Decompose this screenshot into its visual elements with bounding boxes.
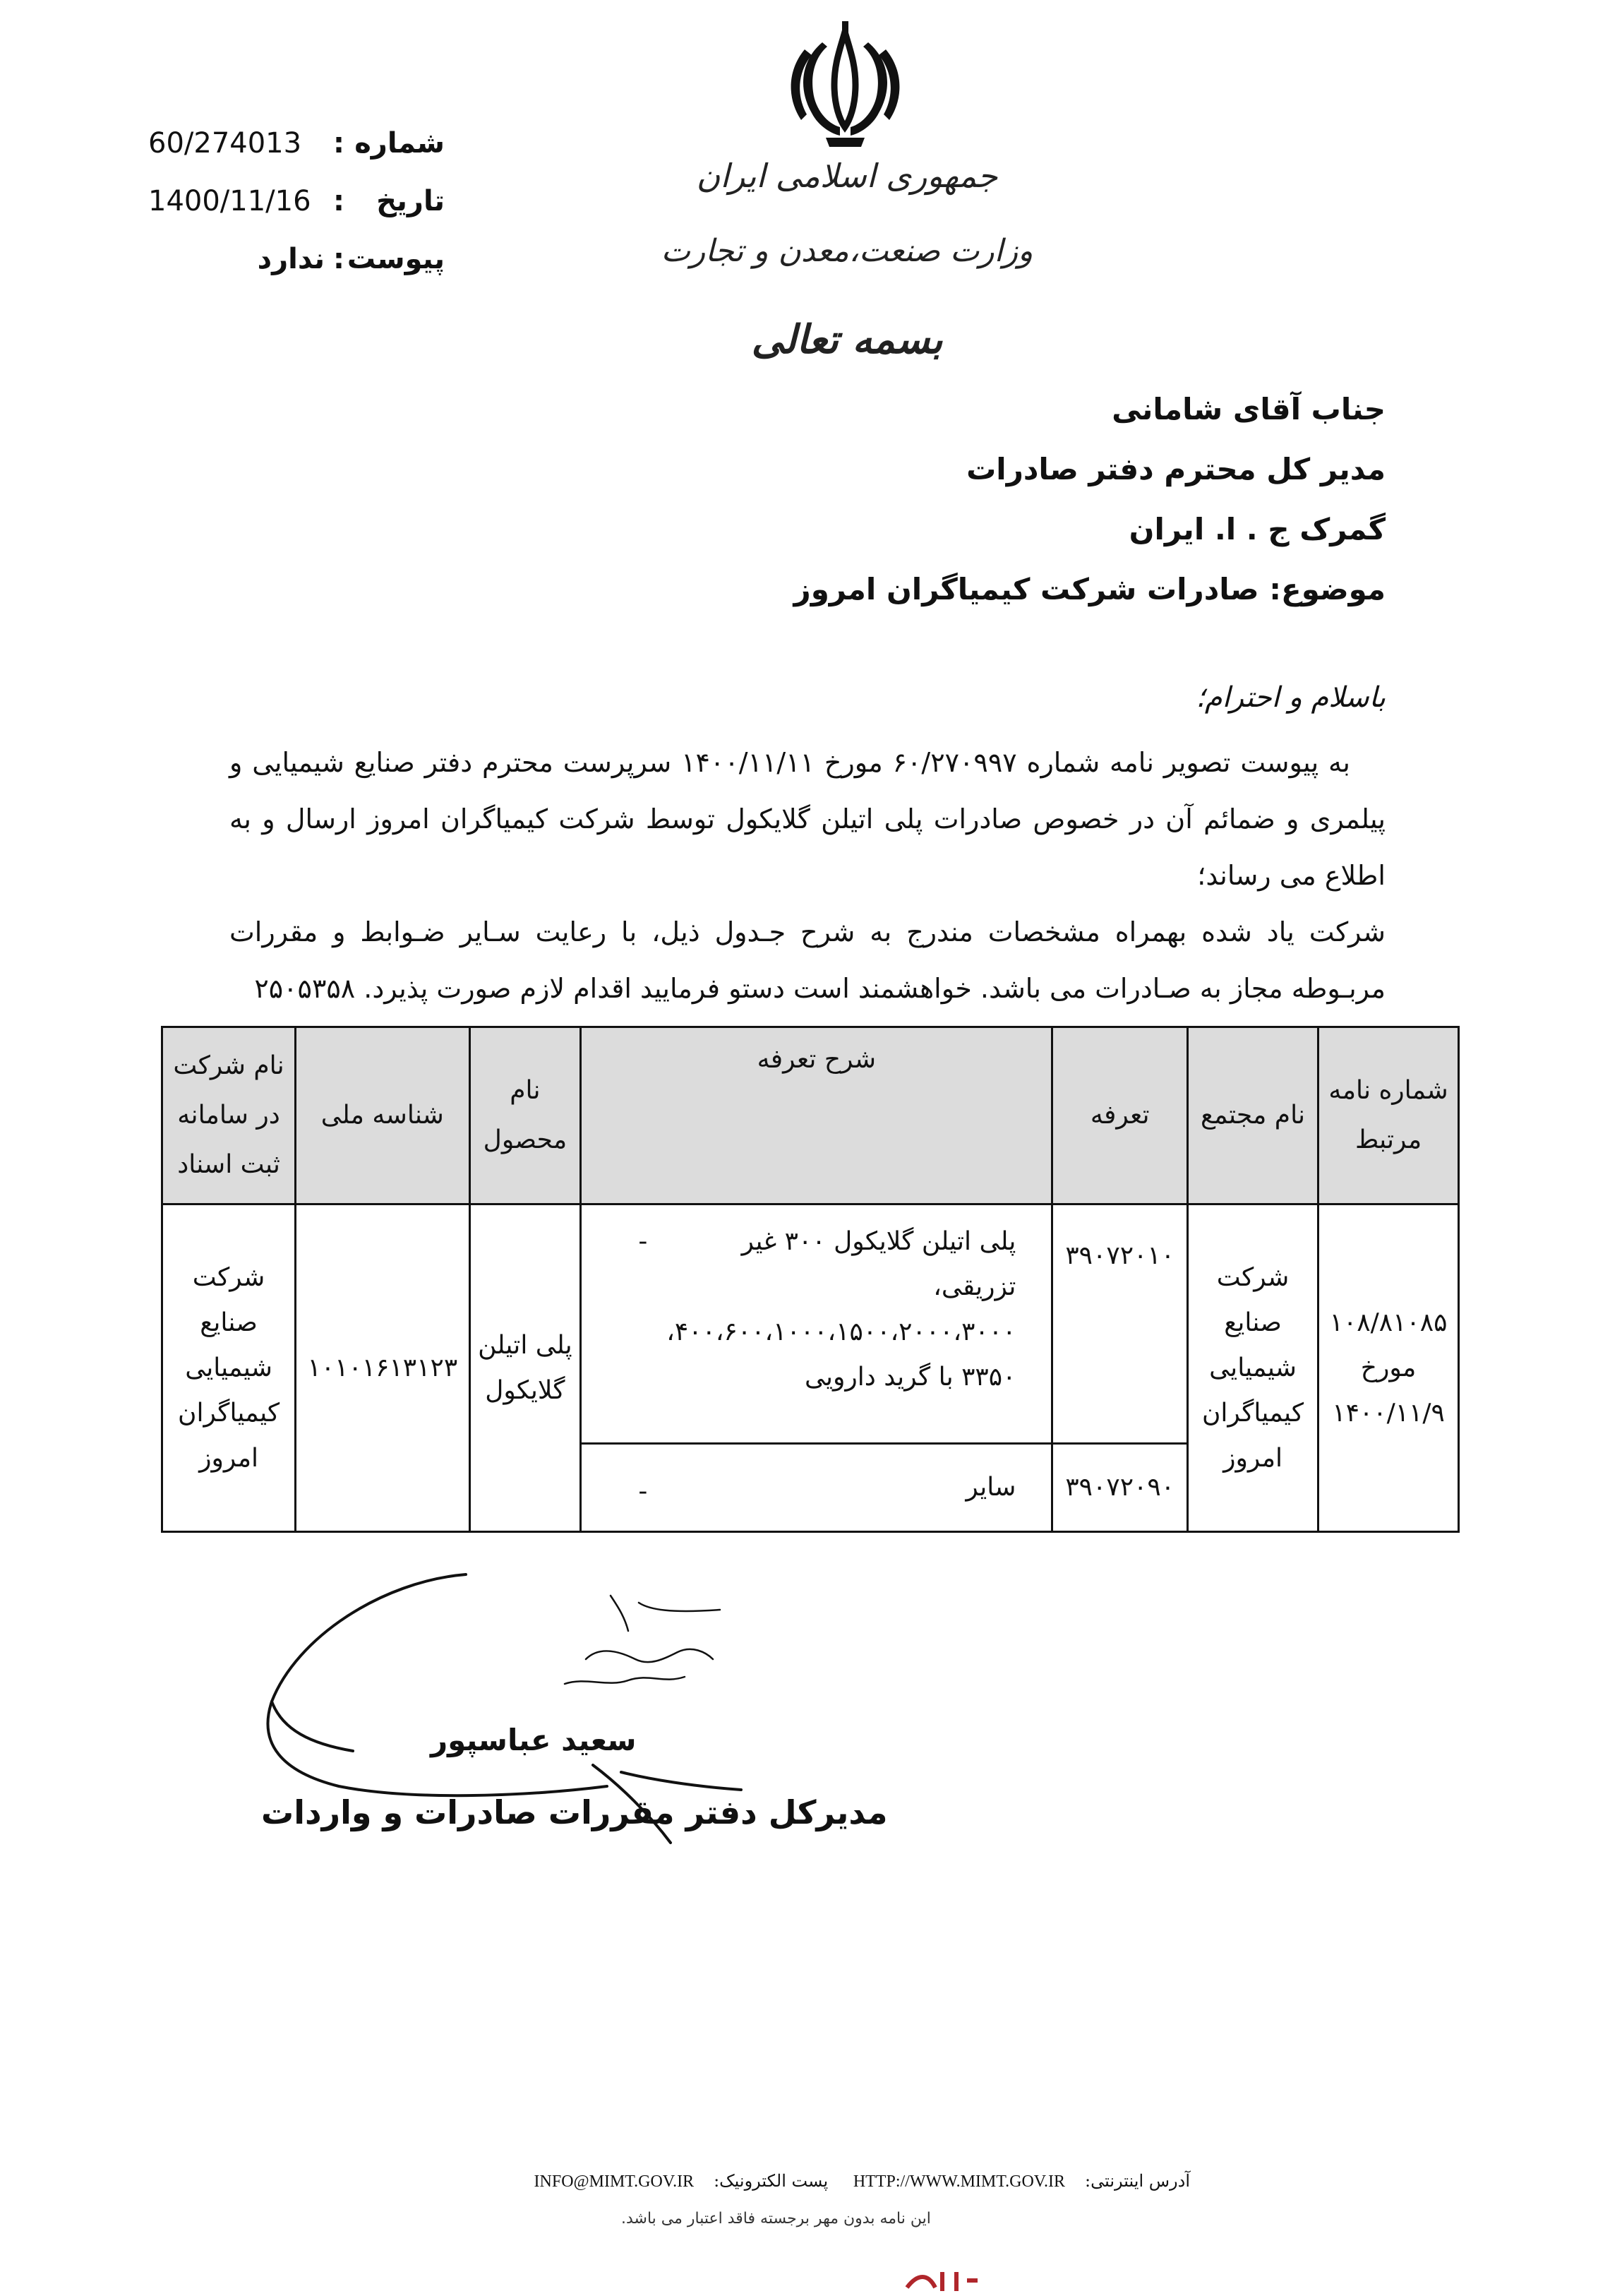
td-complex-name: شرکت صنایع شیمیایی کیمیاگران امروز <box>1187 1204 1318 1532</box>
meta-date-label: تاریخ <box>376 185 445 217</box>
td-related-letter: ۱۰۸/۸۱۰۸۵ مورخ ۱۴۰۰/۱۱/۹ <box>1318 1204 1459 1532</box>
signatory-name: سعید عباسپور <box>431 1723 637 1757</box>
iran-emblem-icon <box>783 21 907 152</box>
description-2-text: سایر <box>966 1473 1016 1502</box>
td-product-name: پلی اتیلن گلایکول <box>469 1204 581 1532</box>
addressee-line1: جناب آقای شامانی <box>1112 392 1386 426</box>
letter-meta <box>148 127 445 301</box>
th-product-name: نام محصول <box>469 1027 581 1204</box>
meta-colon: : <box>333 243 344 275</box>
meta-attachment-label: پیوست <box>347 243 445 275</box>
th-tariff-description: شرح تعرفه <box>581 1027 1052 1204</box>
greeting: باسلام و احترام؛ <box>1196 681 1386 714</box>
td-tariff-1: ۳۹۰۷۲۰۱۰ <box>1052 1204 1188 1444</box>
description-1-text: پلی اتیلن گلایکول ۳۰۰ غیر تزریقی، ۴۰۰،۶۰۰،۱۰۰۰،۱۵۰۰،۲۰۰۰،۳۰۰۰، ۳۳۵۰ با گرید دارویی <box>666 1227 1016 1392</box>
dash-mark: - <box>638 1477 648 1506</box>
addressee-line3: گمرک ج . ا. ایران <box>1129 512 1386 546</box>
meta-colon: : <box>333 185 344 217</box>
header-ministry: وزارت صنعت،معدن و تجارت <box>661 233 1033 269</box>
header-republic: جمهوری اسلامی ایران <box>696 157 998 195</box>
th-national-id: شناسه ملی <box>296 1027 469 1204</box>
meta-number-value: 60/274013 <box>148 127 302 160</box>
body-paragraph-2: شرکت یاد شده بهمراه مشخصات مندرج به شرح جـدول ذیل، با رعایت سـایر ضـوابط و مقررات مربـوطه مجاز به صـادرات می باشد. خواهشمند است دستو فرمایید اقدام لازم صورت پذیرد. ۲۵۰۵۳۵۸ <box>229 916 1386 1004</box>
meta-colon: : <box>333 127 344 160</box>
meta-attachment-value: ندارد <box>257 243 325 275</box>
td-description-1 <box>581 1204 1052 1444</box>
footer-website: HTTP://WWW.MIMT.GOV.IR <box>853 2172 1066 2191</box>
footer-email: INFO@MIMT.GOV.IR <box>534 2172 695 2191</box>
td-description-2 <box>581 1444 1052 1532</box>
td-tariff-2: ۳۹۰۷۲۰۹۰ <box>1052 1444 1188 1532</box>
th-complex-name: نام مجتمع <box>1187 1027 1318 1204</box>
td-company-registry: شرکت صنایع شیمیایی کیمیاگران امروز <box>162 1204 296 1532</box>
footer-contacts <box>423 2171 1200 2192</box>
th-company-registry: نام شرکت در سامانه ثبت اسناد <box>162 1027 296 1204</box>
red-stamp-fragment-icon <box>903 2266 981 2293</box>
table-header-row <box>162 1027 1459 1204</box>
footer-address-label: آدرس اینترنتی: <box>1085 2171 1190 2191</box>
th-tariff: تعرفه <box>1052 1027 1188 1204</box>
subject-line: موضوع: صادرات شرکت کیمیاگران امروز <box>793 572 1386 606</box>
dash-mark: - <box>638 1227 648 1256</box>
signatory-title: مدیرکل دفتر مقررات صادرات و واردات <box>261 1793 888 1831</box>
meta-date-row <box>148 185 445 243</box>
table-row <box>162 1204 1459 1444</box>
footer-note: این نامه بدون مهر برجسته فاقد اعتبار می باشد. <box>621 2210 931 2228</box>
body-paragraph-1: به پیوست تصویر نامه شماره ۶۰/۲۷۰۹۹۷ مورخ ۱۴۰۰/۱۱/۱۱ سرپرست محترم دفتر صنایع شیمیایی و پیلمری و ضمائم آن در خصوص صادرات پلی اتیلن گلایکول توسط شرکت کیمیاگران امروز ارسال و به اطلاع می رساند؛ <box>229 747 1386 891</box>
meta-date-value: 1400/11/16 <box>148 185 311 217</box>
export-table <box>161 1026 1460 1533</box>
addressee-line2: مدیر کل محترم دفتر صادرات <box>966 452 1386 486</box>
header-besmellah: بسمه تعالی <box>751 316 943 363</box>
td-national-id: ۱۰۱۰۱۶۱۳۱۲۳ <box>296 1204 469 1532</box>
meta-number-row <box>148 127 445 185</box>
meta-attachment-row <box>148 243 445 301</box>
th-related-letter: شماره نامه مرتبط <box>1318 1027 1459 1204</box>
footer-email-label: پست الکترونیک: <box>714 2171 829 2191</box>
meta-number-label: شماره <box>354 127 445 160</box>
